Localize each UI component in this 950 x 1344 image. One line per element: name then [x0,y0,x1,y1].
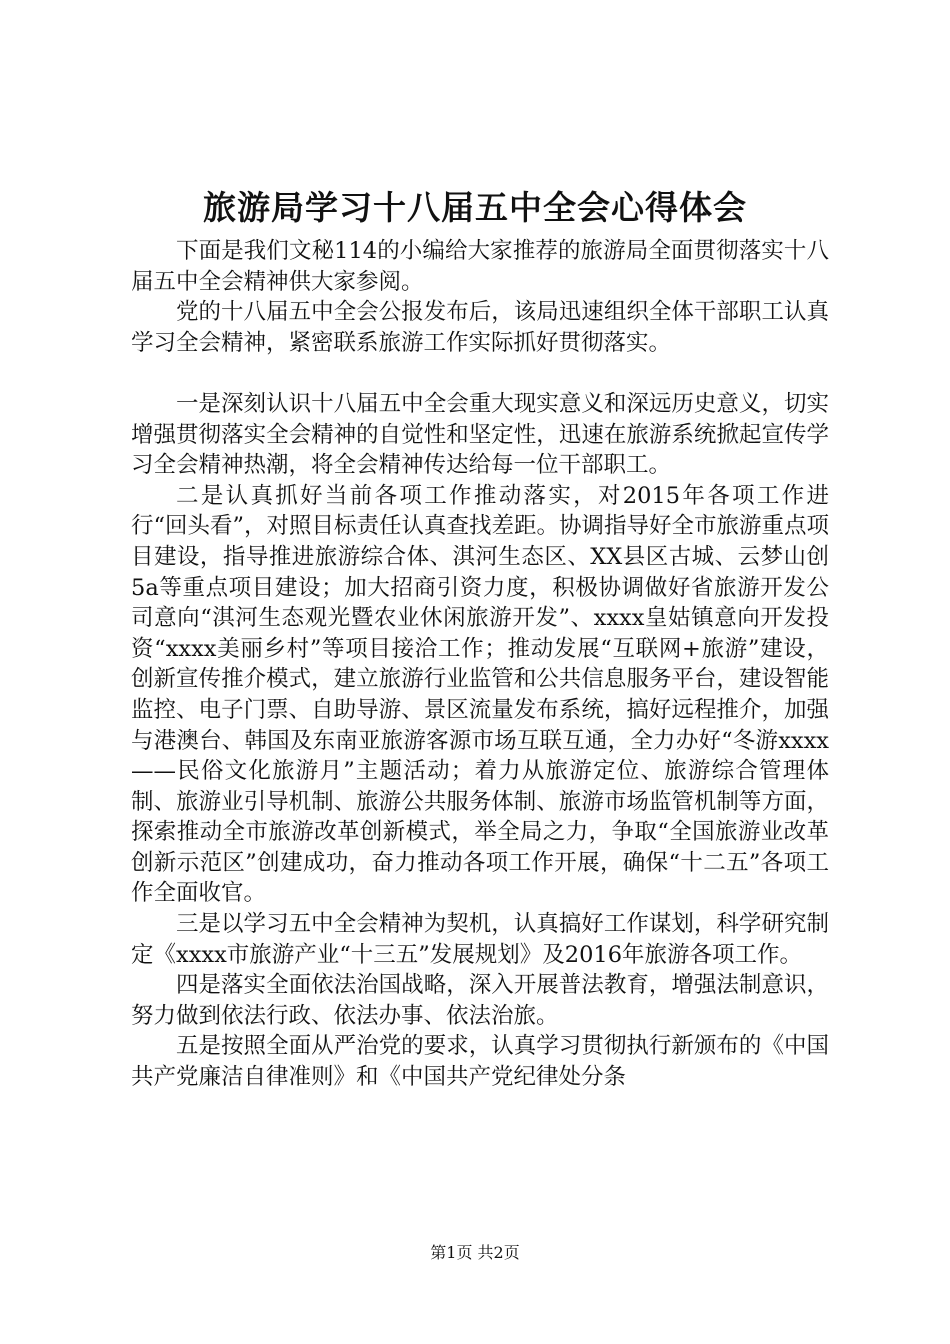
document-title: 旅游局学习十八届五中全会心得体会 [203,188,747,227]
document-body [131,236,829,1093]
paragraph-point-1: 一是深刻认识十八届五中全会重大现实意义和深远历史意义，切实增强贯彻落实全会精神的自觉性和坚定性，迅速在旅游系统掀起宣传学习全会精神热潮，将全会精神传达给每一位干部职工。 [131,390,829,479]
paragraph-point-3: 三是以学习五中全会精神为契机，认真搞好工作谋划，科学研究制定《xxxx市旅游产业“十三五”发展规划》及2016年旅游各项工作。 [131,911,829,968]
page-number-footer: 第1页 共2页 [430,1243,520,1262]
paragraph-intro: 下面是我们文秘114的小编给大家推荐的旅游局全面贯彻落实十八届五中全会精神供大家参阅。 [131,238,829,295]
paragraph-summary: 党的十八届五中全会公报发布后，该局迅速组织全体干部职工认真学习全会精神，紧密联系旅游工作实际抓好贯彻落实。 [131,299,829,356]
paragraph-point-4: 四是落实全面依法治国战略，深入开展普法教育，增强法制意识，努力做到依法行政、依法办事、依法治旅。 [131,972,829,1029]
paragraph-point-5: 五是按照全面从严治党的要求，认真学习贯彻执行新颁布的《中国共产党廉洁自律准则》和《中国共产党纪律处分条 [131,1033,829,1091]
paragraph-gap [131,358,829,389]
paragraph-point-2: 二是认真抓好当前各项工作推动落实，对2015年各项工作进行“回头看”，对照目标责任认真查找差距。协调指导好全市旅游重点项目建设，指导推进旅游综合体、淇河生态区、XX县区古城、云梦山创5a等重点项目建设；加大招商引资力度，积极协调做好省旅游开发公司意向“淇河生态观光暨农业休闲旅游开发”、xxxx皇姑镇意向开发投资“xxxx美丽乡村”等项目接洽工作；推动发展“互联网+旅游”建设，创新宣传推介模式，建立旅游行业监管和公共信息服务平台，建设智能监控、电子门票、自助导游、景区流量发布系统，搞好远程推介，加强与港澳台、韩国及东南亚旅游客源市场互联互通，全力办好“冬游xxxx——民俗文化旅游月”主题活动；着力从旅游定位、旅游综合管理体制、旅游业引导机制、旅游公共服务体制、旅游市场监管机制等方面，探索推动全市旅游改革创新模式，举全局之力，争取“全国旅游业改革创新示范区”创建成功，奋力推动各项工作开展，确保“十二五”各项工作全面收官。 [131,482,830,907]
